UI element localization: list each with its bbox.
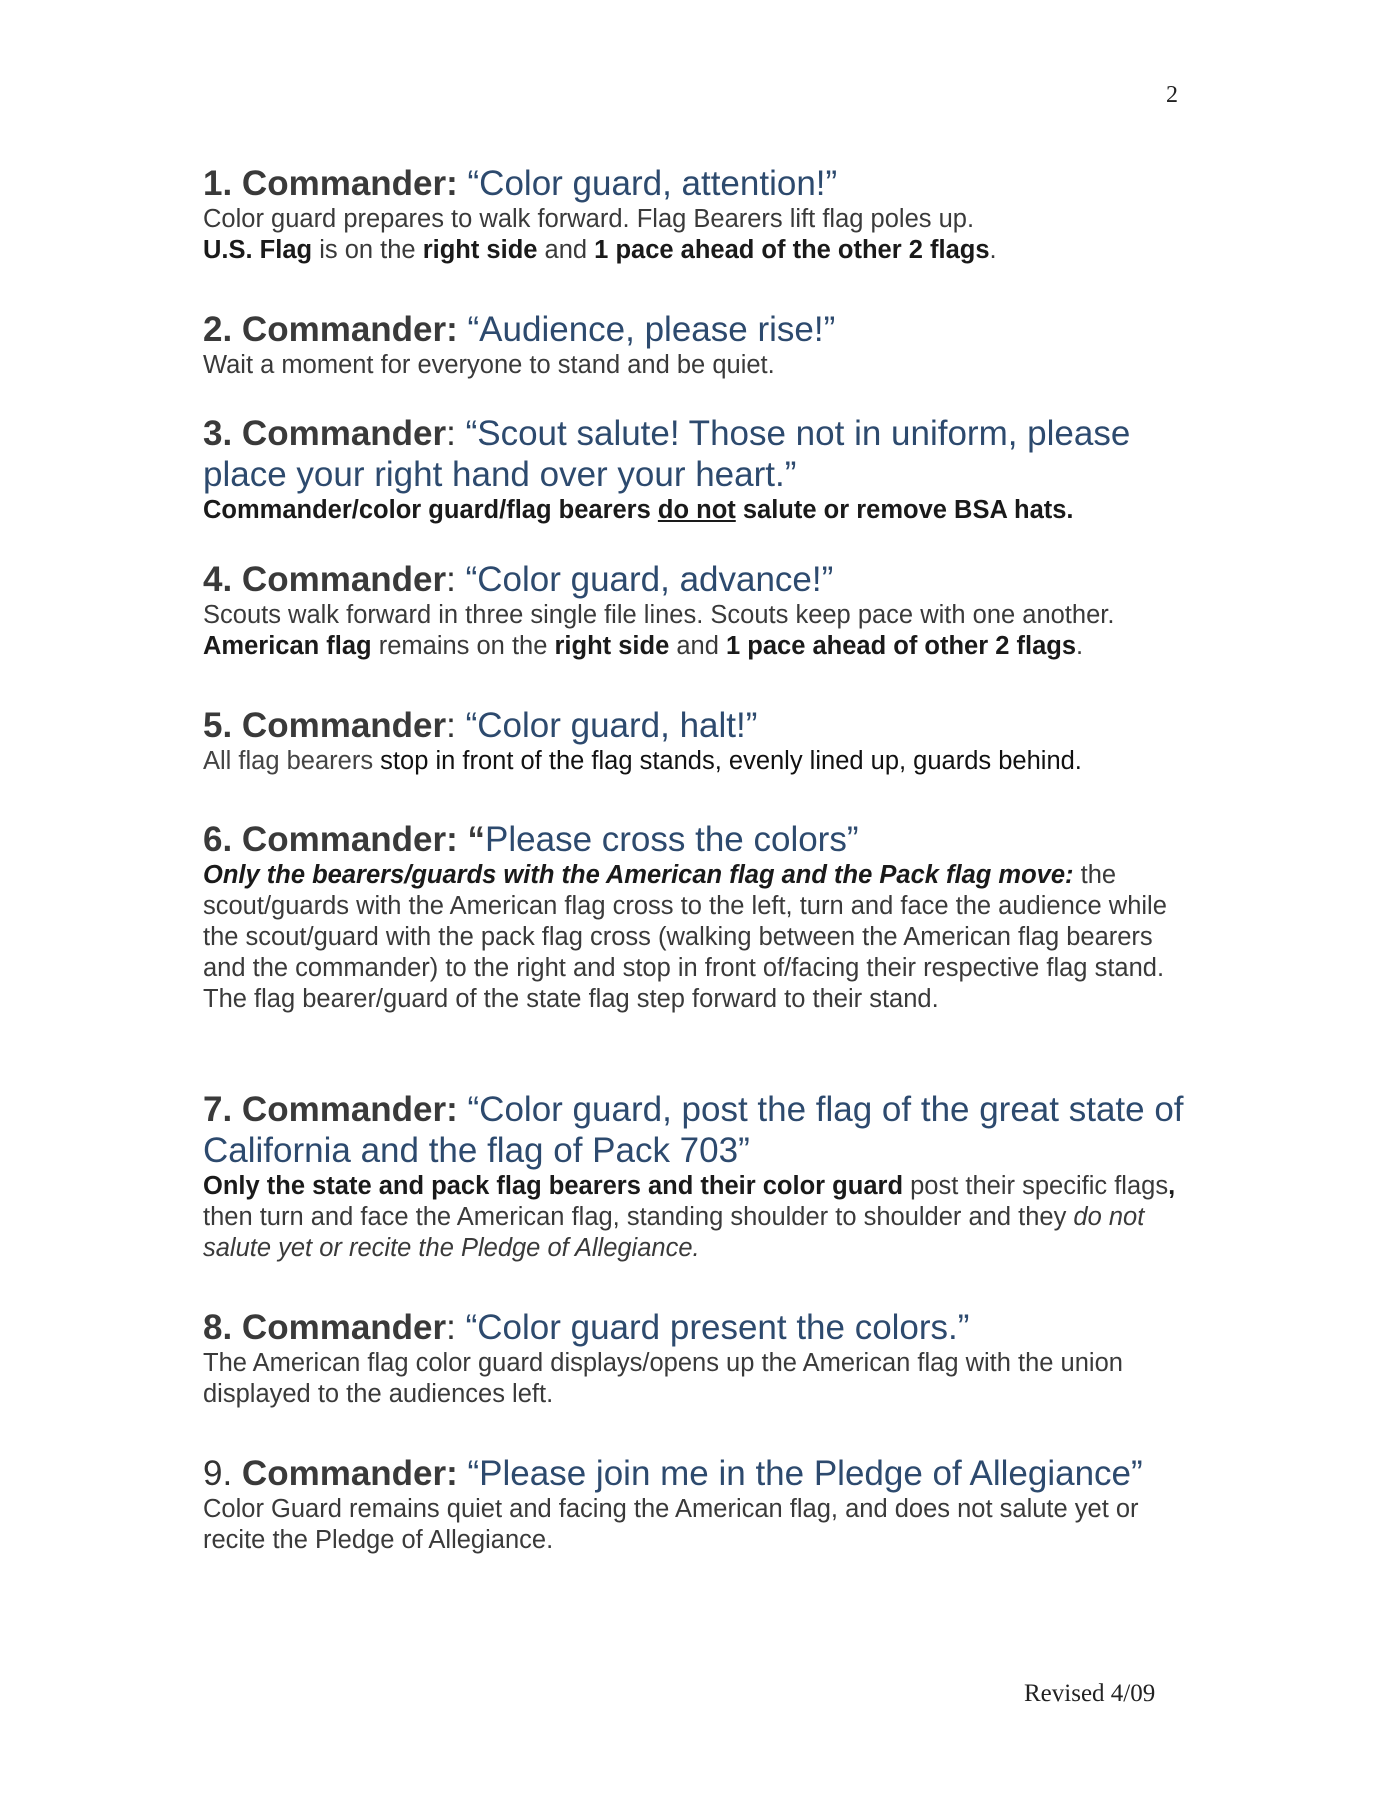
step-instructions: [203, 600, 1193, 662]
separator: [458, 1454, 468, 1493]
instruction-bold: right side: [422, 236, 538, 264]
step-heading: [203, 819, 1193, 860]
command-quote: “Color guard, halt!”: [465, 706, 758, 745]
commander-label: Commander:: [241, 310, 458, 349]
step-heading: [203, 413, 1193, 495]
instruction-text: and: [669, 632, 726, 660]
instruction-text: is on the: [312, 236, 423, 264]
instruction-text: and: [537, 236, 595, 264]
instruction-bold: ,: [1168, 1172, 1176, 1200]
command-quote: “Color guard, post the flag of the great state of California and the flag of Pack 703”: [203, 1090, 1184, 1170]
step-number: 2.: [203, 310, 242, 349]
step-heading: [203, 309, 1193, 350]
commander-label: Commander: [241, 706, 447, 745]
step-5: [203, 705, 1193, 777]
step-3: [203, 413, 1193, 526]
command-quote: “Please join me in the Pledge of Allegiance”: [467, 1454, 1143, 1493]
commander-label: Commander: [241, 414, 447, 453]
step-6: [203, 819, 1193, 1015]
separator: [458, 310, 468, 349]
step-heading: [203, 705, 1193, 746]
step-7: [203, 1089, 1193, 1264]
instruction-text: Color Guard remains quiet and facing the American flag, and does not salute yet or recite the Pledge of Allegiance.: [203, 1495, 1139, 1554]
step-instructions: [203, 1171, 1193, 1264]
instruction-bold: 1 pace ahead of the other 2 flags: [594, 236, 990, 264]
revision-footer: Revised 4/09: [1024, 1680, 1156, 1707]
step-2: [203, 309, 1193, 381]
step-instructions: [203, 350, 1193, 381]
command-quote: “Color guard present the colors.”: [465, 1308, 970, 1347]
instruction-underline: do not: [657, 496, 736, 524]
instruction-bold: right side: [554, 632, 670, 660]
instruction-bold-italic: Only the bearers/guards with the American flag and the Pack flag move:: [203, 861, 1074, 889]
instruction-text: stop in front of the flag stands, evenly lined up, guards behind.: [373, 747, 1082, 775]
step-instructions: [203, 495, 1193, 526]
page-number: 2: [1166, 82, 1178, 108]
step-heading: [203, 163, 1193, 204]
step-instructions: [203, 204, 1193, 266]
separator: :: [446, 1308, 466, 1347]
instruction-bold: Commander/color guard/flag bearers: [203, 496, 658, 524]
step-number: 7.: [203, 1090, 242, 1129]
commander-label: Commander: [241, 560, 447, 599]
separator: [458, 1090, 468, 1129]
command-quote: “Audience, please rise!”: [467, 310, 836, 349]
commander-label: Commander:: [241, 164, 458, 203]
instruction-text: post their specific flags: [903, 1172, 1169, 1200]
command-quote: Please cross the colors”: [485, 820, 859, 859]
step-heading: [203, 559, 1193, 600]
instruction-text: remains on the: [371, 632, 555, 660]
commander-label: Commander: “: [241, 820, 486, 859]
instruction-text: The American flag color guard displays/opens up the American flag with the union displayed to the audiences left.: [203, 1349, 1123, 1408]
step-9: [203, 1453, 1193, 1556]
instruction-bold: American flag: [203, 632, 372, 660]
instruction-bold: salute or remove BSA hats.: [735, 496, 1074, 524]
instruction-text: Color guard prepares to walk forward. Flag Bearers lift flag poles up.: [203, 205, 975, 233]
separator: :: [446, 414, 466, 453]
instruction-text: .: [1076, 632, 1084, 660]
step-number: 4.: [203, 560, 242, 599]
step-instructions: [203, 746, 1193, 777]
commander-label: Commander:: [241, 1090, 458, 1129]
step-number: 5.: [203, 706, 242, 745]
instruction-text: the scout/guards with the American flag cross to the left, turn and face the audience while the scout/guard with the pack flag cross (walking between the American flag bearers and the commander) to the right and stop in front of/facing their respective flag stand. The flag bearer/guard of the state flag step forward to their stand.: [203, 861, 1167, 1013]
step-number: 8.: [203, 1308, 242, 1347]
command-quote: “Color guard, attention!”: [467, 164, 838, 203]
instruction-text: All flag bearers: [203, 747, 374, 775]
step-number: 3.: [203, 414, 242, 453]
separator: :: [446, 560, 466, 599]
commander-label: Commander: [241, 1308, 447, 1347]
instruction-text: then turn and face the American flag, standing shoulder to shoulder and they: [203, 1203, 1074, 1231]
step-number: 9.: [203, 1454, 242, 1493]
command-quote: “Color guard, advance!”: [465, 560, 834, 599]
step-instructions: [203, 860, 1193, 1015]
step-heading: [203, 1453, 1193, 1494]
step-number: 1.: [203, 164, 242, 203]
step-4: [203, 559, 1193, 662]
commander-label: Commander:: [241, 1454, 458, 1493]
separator: [458, 164, 468, 203]
instruction-text: Wait a moment for everyone to stand and be quiet.: [203, 351, 775, 379]
instruction-bold: 1 pace ahead of other 2 flags: [725, 632, 1077, 660]
instruction-text: Scouts walk forward in three single file lines. Scouts keep pace with one another.: [203, 601, 1115, 629]
instruction-italic: do not salute yet or recite the Pledge of Allegiance.: [203, 1203, 1145, 1262]
instruction-text: .: [989, 236, 997, 264]
step-heading: [203, 1089, 1193, 1171]
step-number: 6.: [203, 820, 242, 859]
step-heading: [203, 1307, 1193, 1348]
instruction-bold: U.S. Flag: [203, 236, 313, 264]
step-1: [203, 163, 1193, 266]
step-instructions: [203, 1494, 1193, 1556]
command-quote: “Scout salute! Those not in uniform, please place your right hand over your heart.”: [203, 414, 1131, 494]
separator: :: [446, 706, 466, 745]
step-8: [203, 1307, 1193, 1410]
instruction-bold: Only the state and pack flag bearers and their color guard: [203, 1172, 904, 1200]
step-instructions: [203, 1348, 1193, 1410]
